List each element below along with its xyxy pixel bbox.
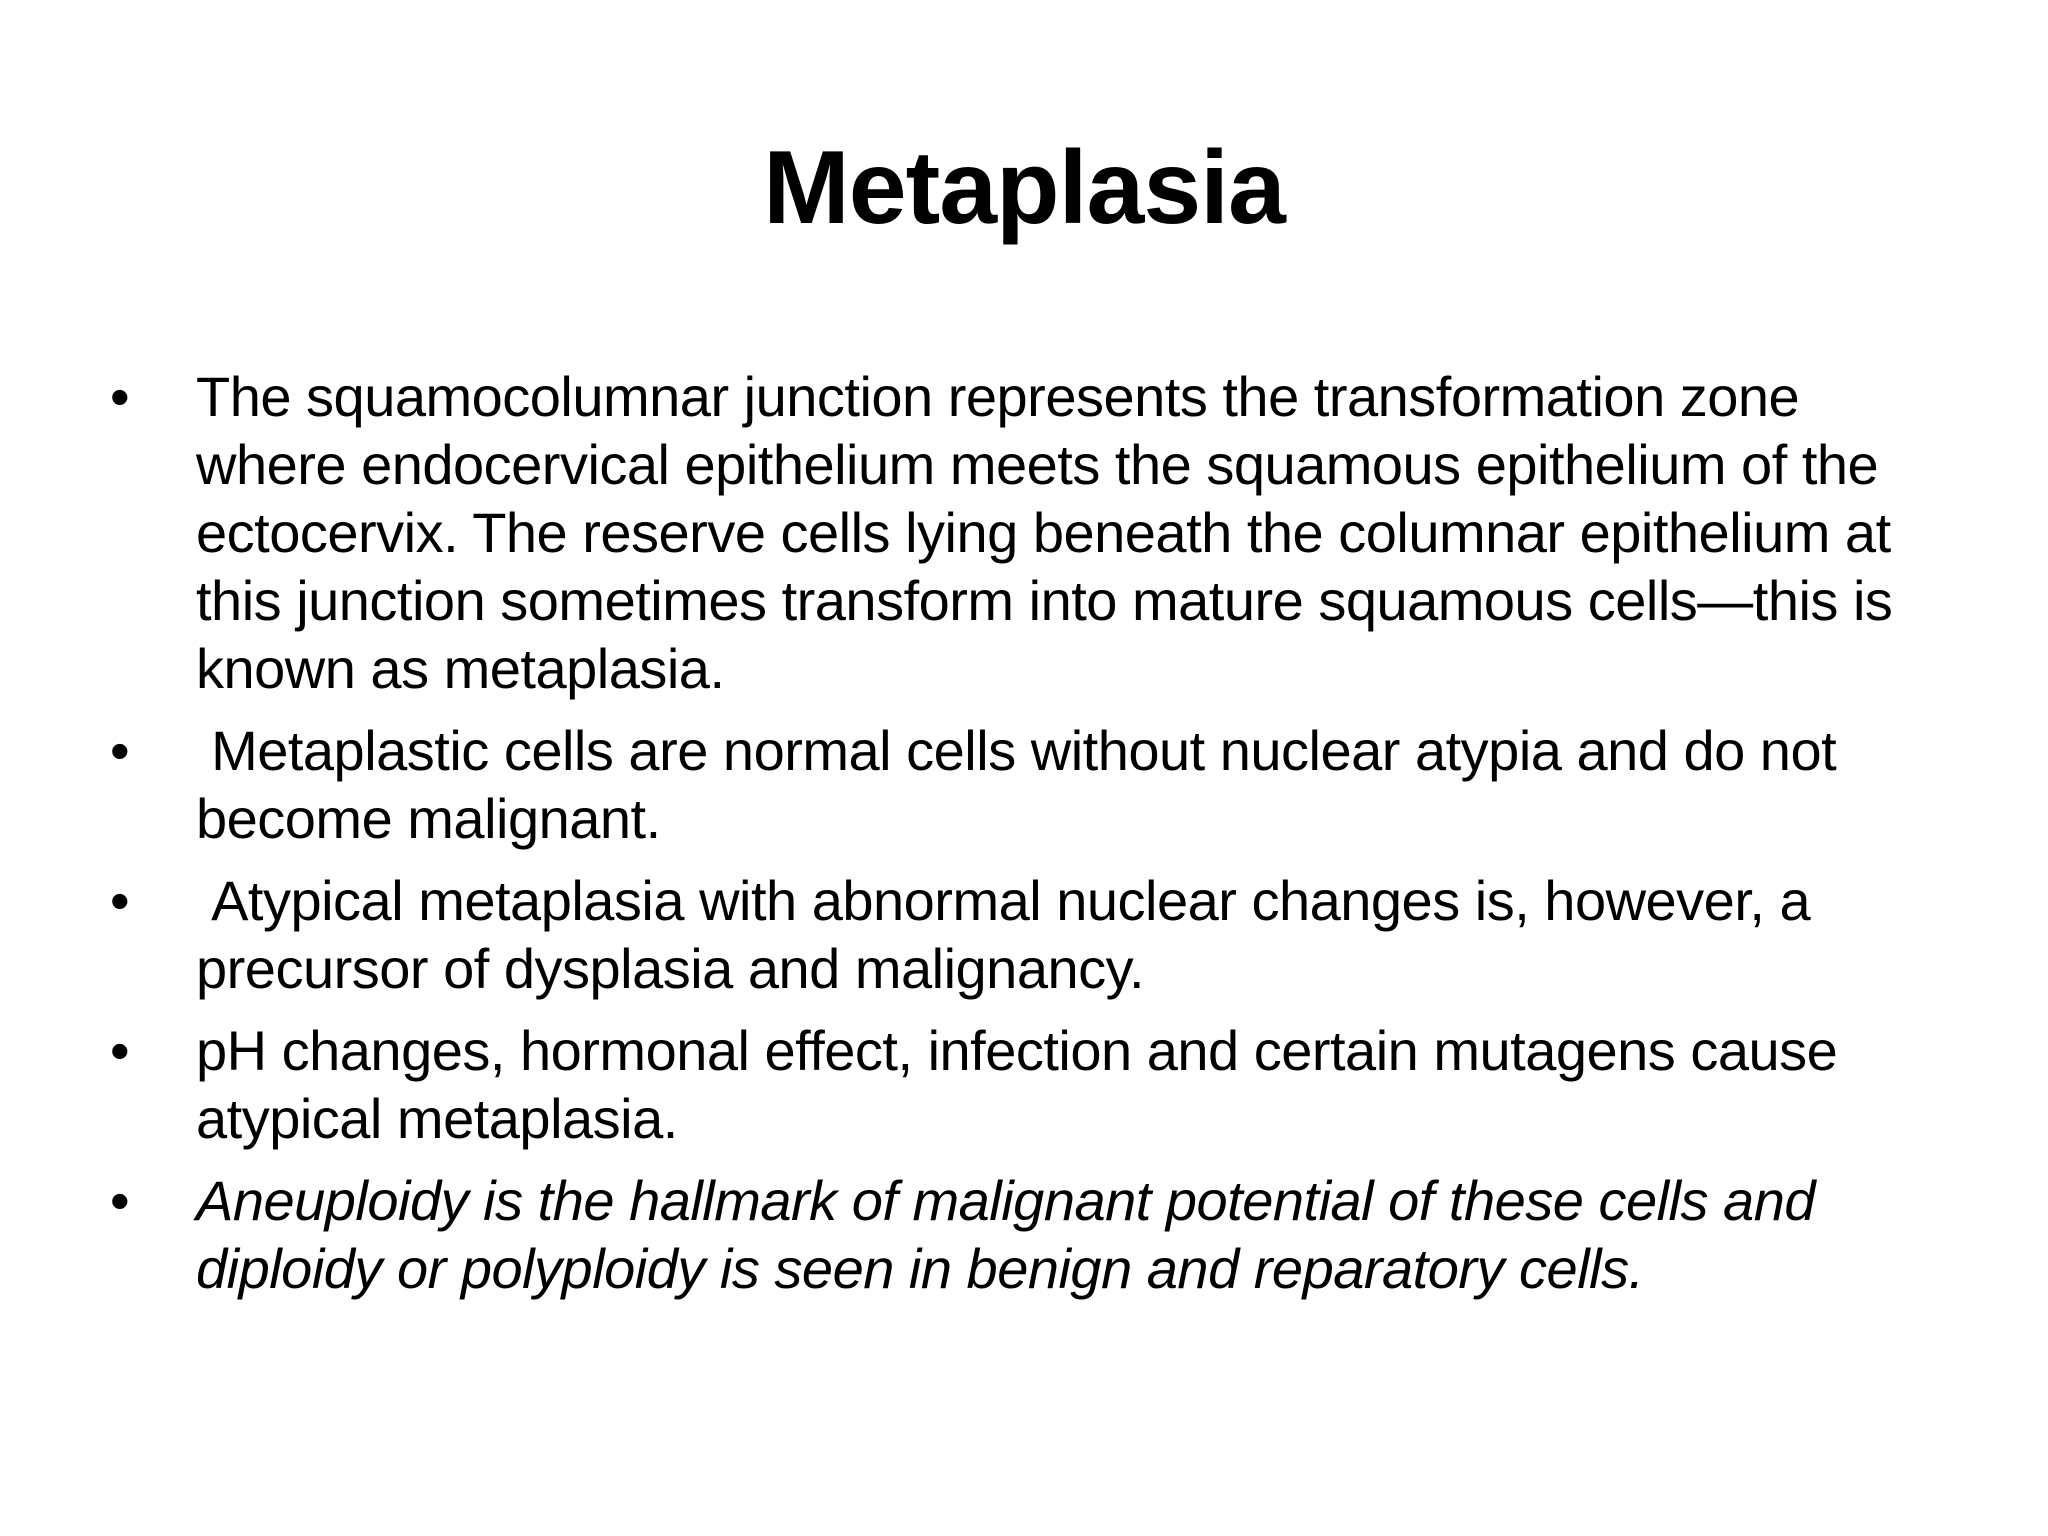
bullet-text: Aneuploidy is the hallmark of malignant potential of these cells and diploidy or polyploidy is seen in benign and reparatory cells. [196, 1169, 1815, 1300]
bullet-item-5 [110, 1167, 1940, 1303]
slide-title: Metaplasia [763, 130, 1285, 246]
bullet-item-3 [110, 867, 1940, 1003]
bullet-text: The squamocolumnar junction represents the transformation zone where endocervical epithelium meets the squamous epithelium of the ectocervix. The reserve cells lying beneath the columnar epithelium at this junction sometimes transform into mature squamous cells—this is known as metaplasia. [196, 365, 1893, 700]
bullet-text: Metaplastic cells are normal cells without nuclear atypia and do not become malignant. [196, 719, 1852, 850]
bullet-marker: • [110, 719, 130, 782]
bullet-marker: • [110, 869, 130, 932]
bullet-marker: • [110, 1169, 130, 1232]
bullet-marker: • [110, 1019, 130, 1082]
bullet-item-2 [110, 717, 1940, 853]
bullet-text: Atypical metaplasia with abnormal nuclear changes is, however, a precursor of dysplasia and malignancy. [196, 869, 1826, 1000]
bullet-text: pH changes, hormonal effect, infection and certain mutagens cause atypical metaplasia. [196, 1019, 1838, 1150]
bullet-list [110, 363, 1940, 1317]
bullet-item-4 [110, 1017, 1940, 1153]
bullet-marker: • [110, 365, 130, 428]
bullet-item-1 [110, 363, 1940, 703]
